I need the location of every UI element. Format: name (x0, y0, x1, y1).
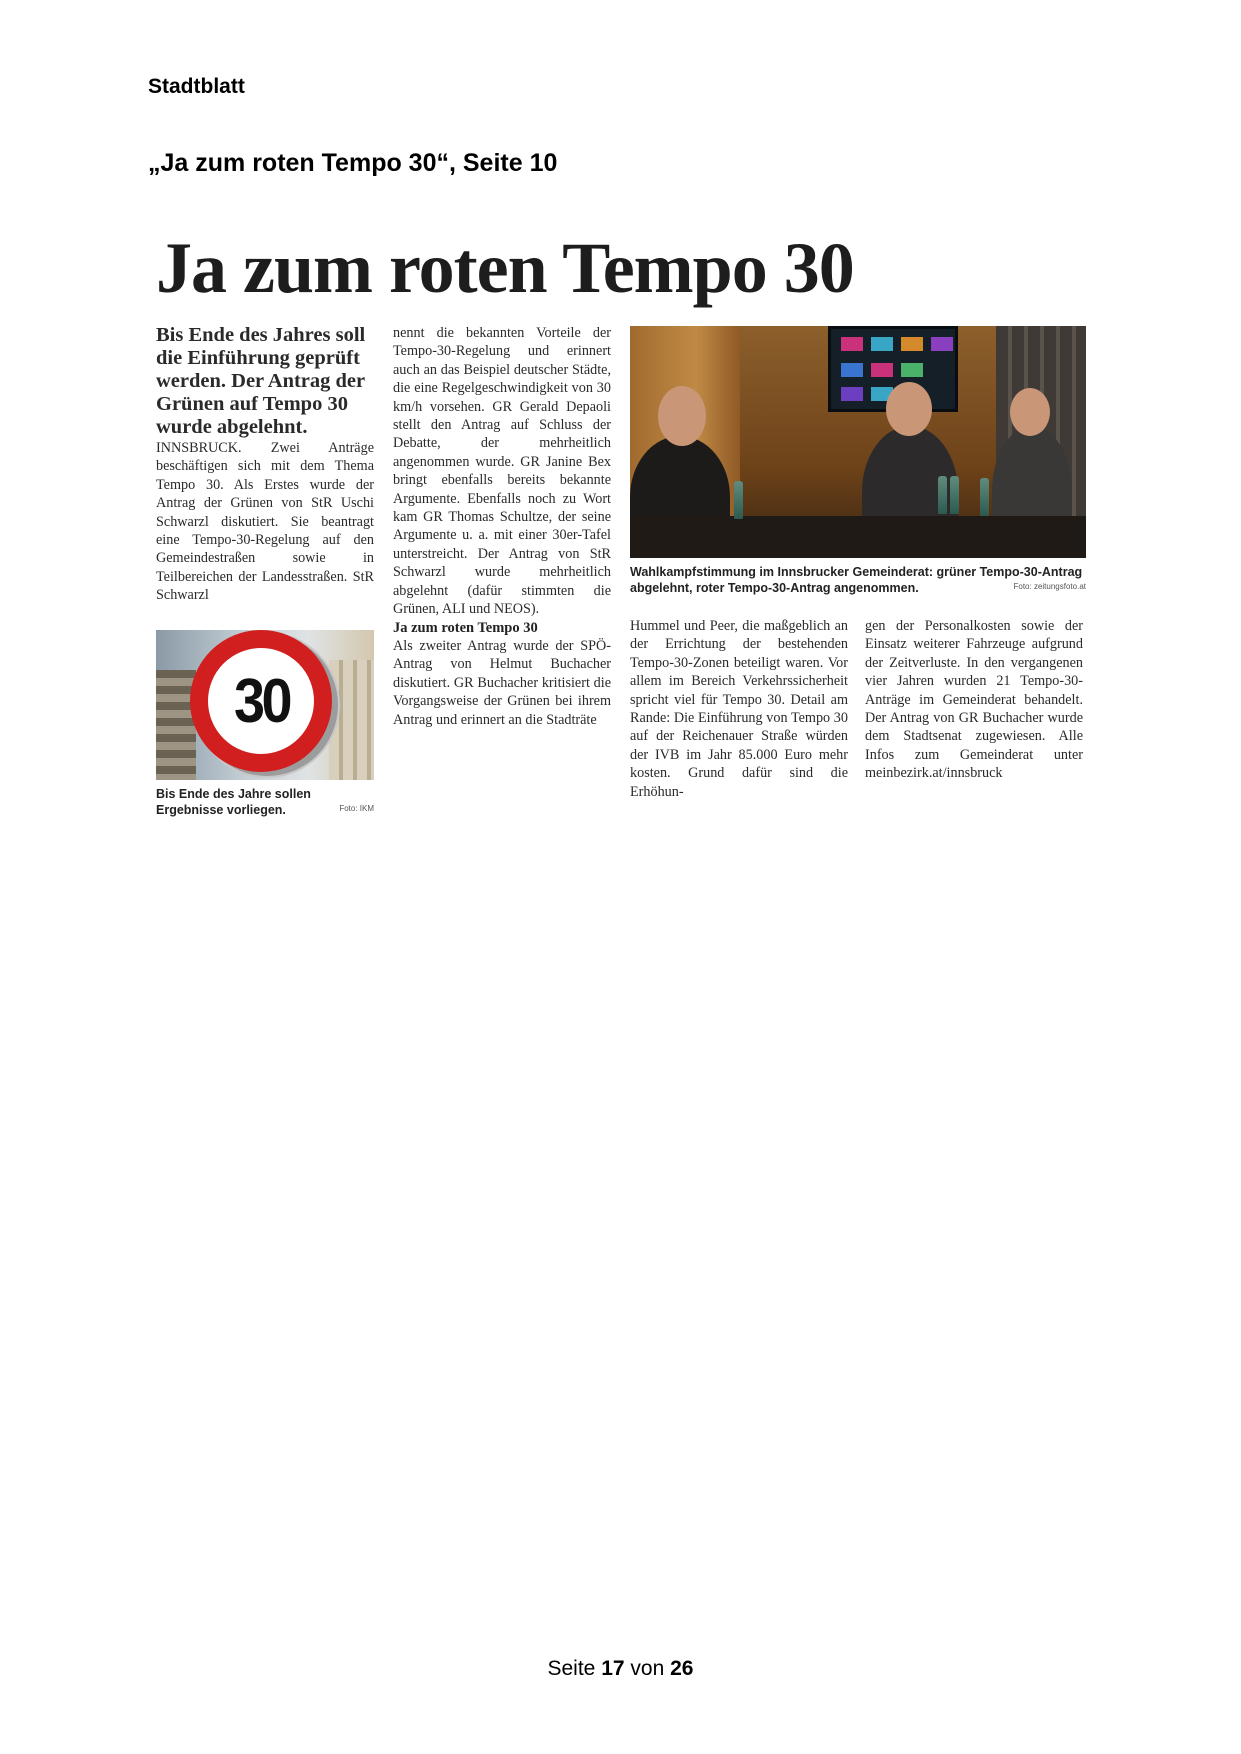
screen-tile (841, 337, 863, 351)
sign-photo-caption (156, 786, 374, 818)
building-left (156, 670, 196, 780)
column-4-text: gen der Personalkosten sowie der Einsatz weiterer Fahrzeuge aufgrund der Zeitverluste. In den vergangenen vier Jahren wurden 21 Tempo-30-Anträge im Gemeinderat behandelt. Der Antrag von GR Buchacher wurde dem Stadtsenat zugewiesen. Alle Infos zum Gemeinderat unter meinbezirk.at/innsbruck (865, 618, 1083, 782)
newspaper-clipping (156, 226, 1086, 826)
meeting-photo-credit: Foto: zeitungsfoto.at (1013, 582, 1086, 591)
publication-source: Stadtblatt (148, 75, 245, 98)
column-2-text: nennt die bekannten Vorteile der Tempo-30-Regelung und erinnert auch an das Beispiel deutscher Städte, die eine Regelgeschwindigkeit von 30 km/h vorsehen. GR Gerald Depaoli stellt den Antrag auf Schluss der Debatte, der mehrheitlich angenommen wurde. GR Janine Bex bringt ebenfalls bereits bekannte Argumente. Ebenfalls noch zu Wort kam GR Thomas Schultze, der seine Argumente u. a. mit einer 30er-Tafel unterstreicht. Der Antrag von StR Schwarzl wurde mehrheitlich abgelehnt (dafür stimmten die Grünen, ALI und NEOS). (393, 325, 611, 618)
screen-tile (901, 337, 923, 351)
person-left-face (658, 386, 706, 446)
speed-limit-sign-icon (190, 630, 332, 772)
screen-tile (841, 387, 863, 401)
screen-tile (871, 337, 893, 351)
water-bottle-icon (938, 476, 947, 514)
current-page-number: 17 (601, 1657, 625, 1680)
page-footer (0, 1657, 1241, 1681)
page-label: Seite (547, 1657, 596, 1680)
screen-tile (841, 363, 863, 377)
sign-photo-credit: Foto: IKM (339, 804, 374, 813)
water-bottle-icon (980, 478, 989, 516)
screen-tile (901, 363, 923, 377)
column-1 (156, 324, 374, 605)
council-desk (630, 516, 1086, 558)
column-4 (865, 617, 1083, 783)
article-reference: „Ja zum roten Tempo 30“, Seite 10 (148, 149, 558, 177)
column-1-text: INNSBRUCK. Zwei Anträge beschäftigen sich mit dem Thema Tempo 30. Als Erstes wurde der Antrag der Grünen von StR Uschi Schwarzl diskutiert. Sie beantragt eine Tempo-30-Regelung auf den Gemeindestraßen sowie in Teilbereichen der Landesstraßen. StR Schwarzl (156, 440, 374, 604)
column-3-text: Hummel und Peer, die maßgeblich an der Errichtung der bestehenden Tempo-30-Zonen beteiligt waren. Vor allem im Bereich Verkehrssicherheit spricht viel für Tempo 30. Detail am Rande: Die Einführung von Tempo 30 auf der Reichenauer Straße würden der IVB im Jahr 85.000 Euro mehr kosten. Grund dafür sind die Erhöhun- (630, 618, 848, 800)
person-center-face (886, 382, 932, 436)
water-bottle-icon (734, 481, 743, 519)
meeting-caption-text: Wahlkampfstimmung im Innsbrucker Gemeinderat: grüner Tempo-30-Antrag abgelehnt, roter Tempo-30-Antrag angenommen. (630, 565, 1083, 595)
column-2 (393, 324, 611, 729)
column-3 (630, 617, 848, 801)
column-2-text-continued: Als zweiter Antrag wurde der SPÖ-Antrag von Helmut Buchacher diskutiert. GR Buchacher kritisiert die Vorgangsweise der Grünen bei ihrem Antrag und erinnert an die Stadträte (393, 637, 611, 728)
sign-caption-text: Bis Ende des Jahre sollen Ergebnisse vorliegen. (156, 787, 311, 817)
water-bottle-icon (950, 476, 959, 514)
screen-tile (931, 337, 953, 351)
council-meeting-photo (630, 326, 1086, 558)
total-page-count: 26 (670, 1657, 694, 1680)
person-right-face (1010, 388, 1050, 436)
article-lede: Bis Ende des Jahres soll die Einführung geprüft werden. Der Antrag der Grünen auf Tempo 30 wurde abgelehnt. (156, 324, 366, 438)
page-of-label: von (630, 1657, 665, 1680)
article-subhead: Ja zum roten Tempo 30 (393, 619, 538, 636)
screen-tile (871, 363, 893, 377)
article-headline: Ja zum roten Tempo 30 (156, 228, 854, 308)
meeting-photo-caption (630, 564, 1086, 596)
speed-sign-photo (156, 630, 374, 780)
speed-limit-number: 30 (233, 666, 289, 736)
